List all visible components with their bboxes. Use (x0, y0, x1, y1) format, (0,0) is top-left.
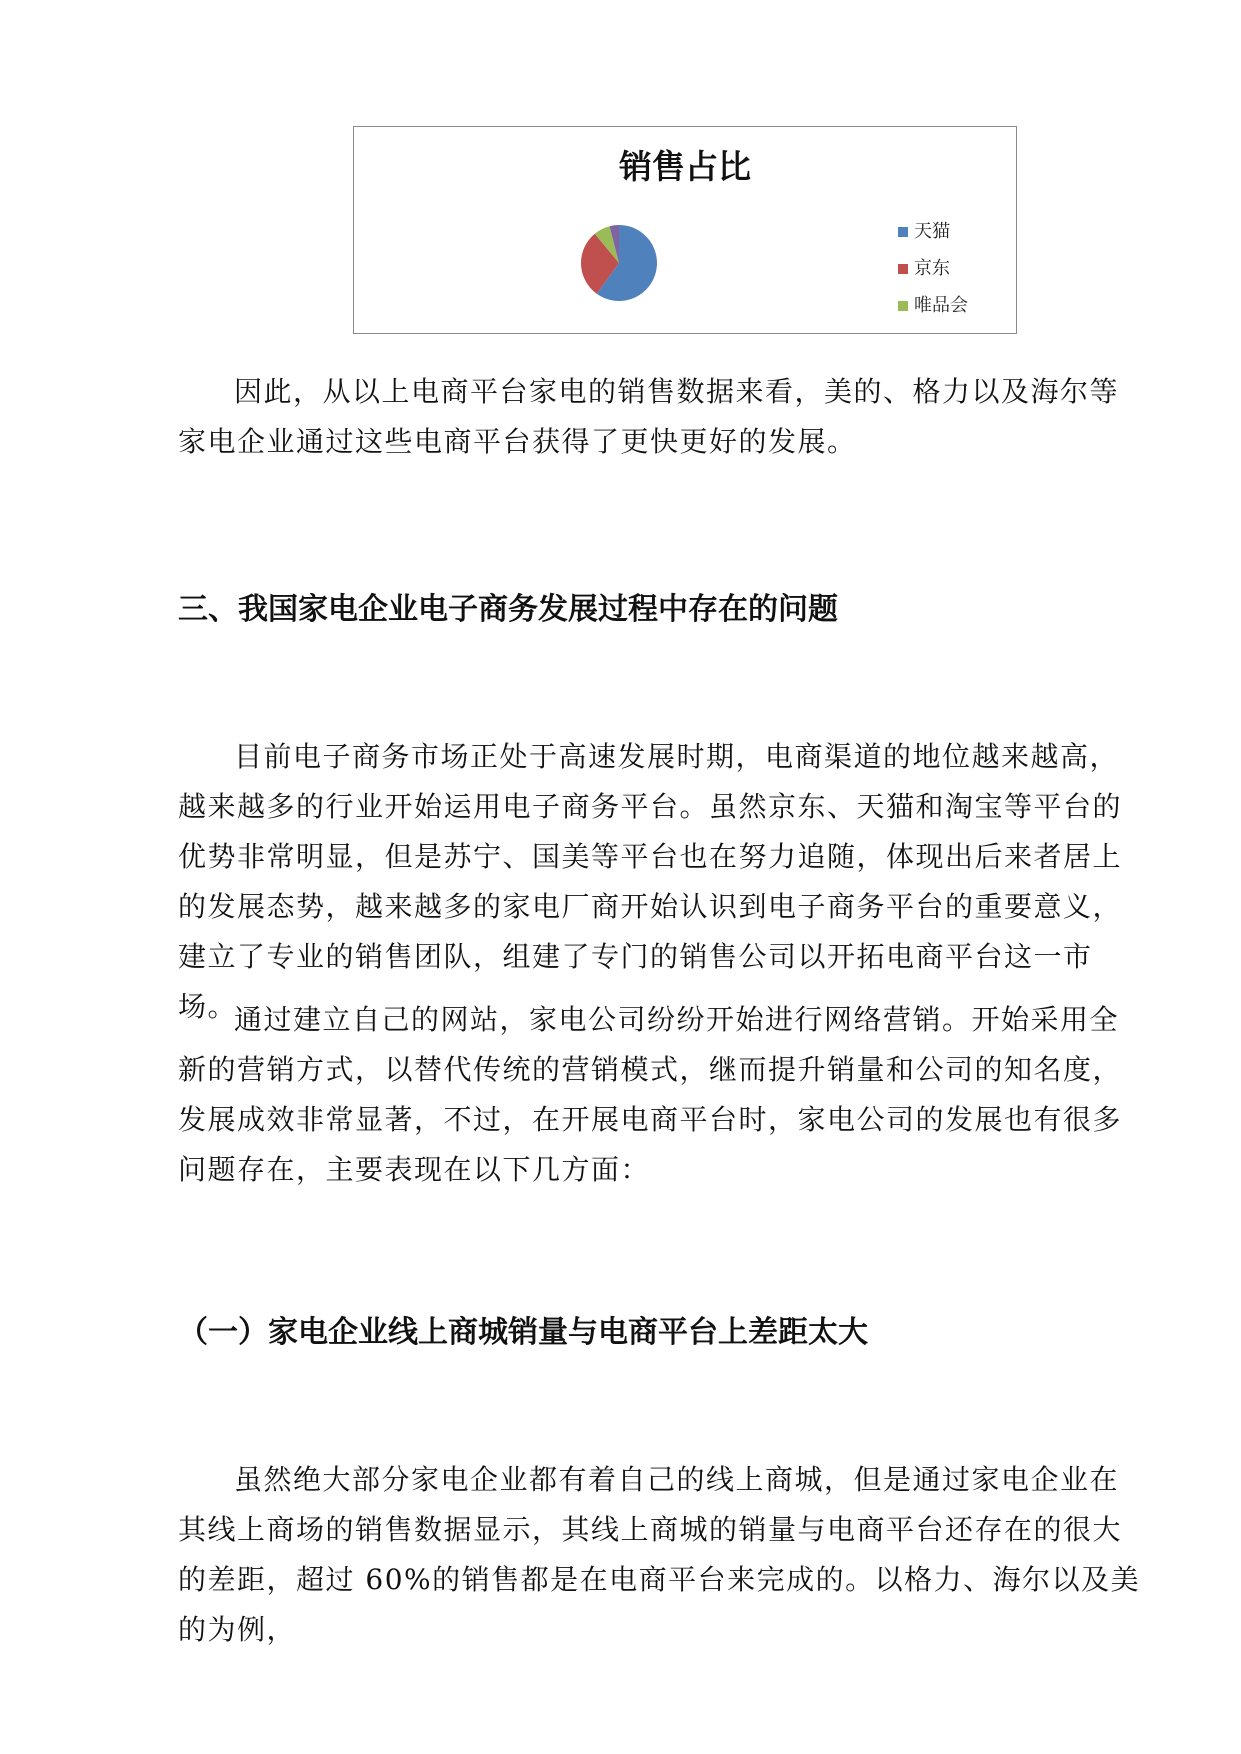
paragraph-text: 通过建立自己的网站，家电公司纷纷开始进行网络营销。开始采用全新的营销方式，以替代传统的营销模式，继而提升销量和公司的知名度，发展成效非常显著，不过，在开展电商平台时，家电公司的发展也有很多问题存在，主要表现在以下几方面： (178, 1003, 1123, 1186)
legend-item (898, 213, 968, 250)
paragraph (178, 732, 1143, 1032)
chart-title: 销售占比 (619, 147, 751, 186)
legend-label: 京东 (914, 258, 950, 279)
legend-swatch (898, 227, 908, 237)
paragraph-text: 因此，从以上电商平台家电的销售数据来看，美的、格力以及海尔等家电企业通过这些电商平台获得了更快更好的发展。 (178, 375, 1120, 458)
legend-item (898, 287, 968, 324)
subsection-heading: （一）家电企业线上商城销量与电商平台上差距太大 (178, 1315, 868, 1350)
legend-label: 天猫 (914, 221, 950, 242)
legend-swatch (898, 264, 908, 274)
chart-legend (898, 213, 968, 324)
paragraph (178, 995, 1143, 1195)
paragraph-text: 虽然绝大部分家电企业都有着自己的线上商城，但是通过家电企业在其线上商场的销售数据显示，其线上商城的销量与电商平台还存在的很大的差距，超过 60%的销售都是在电商平台来完成的。以格力、海尔以及美的为例， (178, 1463, 1141, 1646)
section-heading: 三、我国家电企业电子商务发展过程中存在的问题 (178, 592, 838, 627)
pie-plot (579, 223, 659, 303)
paragraph (178, 367, 1143, 467)
legend-label: 唯品会 (914, 295, 968, 316)
pie-chart (353, 126, 1017, 334)
legend-swatch (898, 301, 908, 311)
paragraph (178, 1455, 1143, 1655)
legend-item (898, 250, 968, 287)
paragraph-text: 目前电子商务市场正处于高速发展时期，电商渠道的地位越来越高，越来越多的行业开始运用电子商务平台。虽然京东、天猫和淘宝等平台的优势非常明显，但是苏宁、国美等平台也在努力追随，体现出后来者居上的发展态势，越来越多的家电厂商开始认识到电子商务平台的重要意义，建立了专业的销售团队，组建了专门的销售公司以开拓电商平台这一市场。 (178, 740, 1123, 1023)
